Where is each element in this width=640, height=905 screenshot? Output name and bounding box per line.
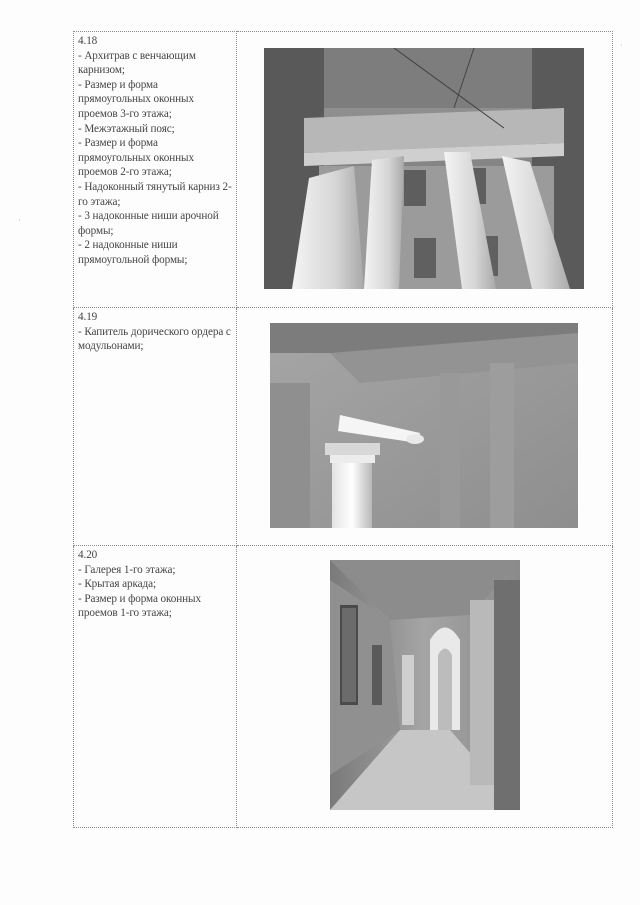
list-item: - Крытая аркада;: [78, 578, 156, 591]
list-item: - Надоконный тянутый карниз 2-го этажа;: [78, 180, 232, 208]
list-item: - Галерея 1-го этажа;: [78, 563, 176, 576]
list-item: - Межэтажный пояс;: [78, 122, 175, 135]
arcade-gallery-photo: [330, 560, 520, 810]
list-item: - Архитрав с венчающим карнизом;: [78, 49, 196, 77]
table-row: [74, 546, 613, 828]
features-table: [73, 31, 613, 828]
photo-cell: [237, 546, 613, 828]
description-cell: [74, 308, 237, 546]
table-row: [74, 32, 613, 308]
list-item: - Капитель дорического ордера с модульонами;: [78, 325, 231, 353]
table-row: [74, 308, 613, 546]
row-number: 4.20: [78, 549, 98, 561]
photo-cell: [237, 308, 613, 546]
row-number: 4.19: [78, 311, 98, 323]
facade-columns-photo: [264, 48, 584, 289]
list-item: - Размер и форма прямоугольных оконных проемов 3-го этажа;: [78, 78, 194, 120]
doric-capital-photo: [270, 323, 578, 528]
photo-cell: [237, 32, 613, 308]
row-number: 4.18: [78, 35, 98, 47]
margin-mark: ·: [620, 40, 623, 50]
margin-mark: ·: [18, 215, 21, 225]
description-cell: [74, 32, 237, 308]
list-item: - 2 надоконные ниши прямоугольной формы;: [78, 239, 188, 266]
list-item: - Размер и форма оконных проемов 1-го этажа;: [78, 592, 201, 620]
list-item: - Размер и форма прямоугольных оконных проемов 2-го этажа;: [78, 137, 194, 179]
description-cell: [74, 546, 237, 828]
list-item: - 3 надоконные ниши арочной формы;: [78, 210, 219, 237]
